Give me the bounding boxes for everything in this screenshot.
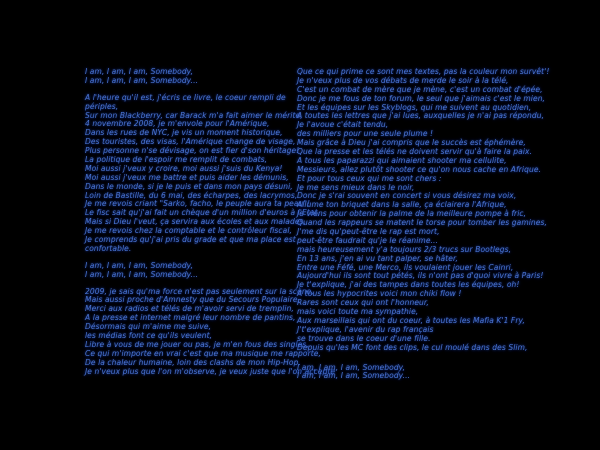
- lyric-line: Je me revois chez la comptable et le contrôleur fiscal,: [85, 226, 292, 236]
- lyric-line: Ce qui m'importe en vrai c'est que ma musique me rapporte,: [85, 348, 321, 358]
- lyric-line: Mais aussi proche d'Amnesty que du Secours Populaire,: [85, 295, 301, 305]
- lyric-line: 2009, je sais qu'ma force n'est pas seulement sur la scène,: [85, 286, 314, 296]
- lyric-line: La politique de l'espoir me remplit de combats,: [85, 155, 268, 165]
- lyric-block: [85, 68, 299, 86]
- lyric-line: Depuis qu'les MC font des clips, le cul moulé dans des Slim,: [297, 342, 528, 352]
- lyric-line: Moi aussi j'veux y croire, moi aussi j'suis du Kenya!: [85, 163, 283, 173]
- lyric-line: A l'heure qu'il est, j'écris ce livre, le coeur rempli de: [85, 92, 286, 102]
- lyric-line: périples,: [85, 101, 119, 111]
- lyric-line: les médias font ce qu'ils veulent,: [85, 331, 213, 341]
- lyric-line: confortable.: [85, 243, 132, 253]
- lyric-block: [297, 364, 547, 382]
- lyric-line: I am, I am, I am, Somebody...: [85, 75, 199, 85]
- lyric-block: [297, 67, 550, 353]
- lyric-line: Dans le monde, si je le puis et dans mon pays désuni,: [85, 181, 293, 191]
- lyric-line: En 13 ans, j'en ai vu tant palper, se hâter,: [297, 253, 458, 263]
- lyric-line: I am, I am, I am, Somebody...: [85, 269, 199, 279]
- lyric-line: I am, I am, I am, Somebody,: [297, 362, 406, 372]
- lyric-line: Libre à vous de me jouer ou pas, je m'en fous des singles,: [85, 339, 309, 349]
- lyric-line: I am, I am, I am, Somebody,: [85, 260, 194, 270]
- lyric-line: Donc je me fous de ton forum, le seul que j'aimais c'est le mien,: [297, 93, 546, 103]
- lyric-line: Et pour tous ceux qui me sont chers :: [297, 173, 442, 183]
- lyrics-column-right: [297, 67, 550, 392]
- lyric-line: Je t'explique, j'ai des tampes dans toutes les équipes, oh!: [297, 280, 520, 290]
- lyric-line: Moi aussi j'veux me battre et puis aider les démunis,: [85, 172, 289, 182]
- lyric-line: Merci aux radios et télés de m'avoir servi de tremplin,: [85, 304, 294, 314]
- lyric-line: 4 novembre 2008, je m'envole pour l'Amérique,: [85, 119, 270, 129]
- lyric-line: Aujourd'hui ils sont tout pétés, ils n'ont pas d'quoi vivre à Paris!: [297, 271, 544, 281]
- lyric-block: [85, 92, 321, 254]
- lyric-line: A tous les hypocrites voici mon chiki flow !: [297, 289, 462, 299]
- lyric-line: se trouve dans le coeur d'une fille.: [297, 333, 431, 343]
- lyric-line: Sur mon Blackberry, car Barack m'a fait aimer le mérite,: [85, 110, 303, 120]
- lyric-line: I am, I am, I am, Somebody,: [85, 67, 194, 76]
- lyric-line: mais voici toute ma sympathie,: [297, 307, 419, 317]
- lyric-line: Plus personne n'se dévisage, on est fier d'son héritage!: [85, 146, 300, 156]
- lyric-line: Aux marseillais qui ont du coeur, à toutes les Mafia K'1 Fry,: [297, 315, 525, 325]
- lyric-line: A toutes les lettres que j'ai lues, auxquelles je n'ai pas répondu,: [297, 111, 545, 121]
- lyric-line: Que ce qui prime ce sont mes textes, pas la couleur mon survêt'!: [297, 67, 550, 76]
- lyric-line: Loin de Bastille, du 6 mai, des écharpes, des lacrymos,: [85, 190, 298, 200]
- lyric-block: [85, 262, 299, 280]
- lyric-line: des milliers pour une seule plume !: [297, 129, 434, 139]
- lyric-line: Mais si Dieu l'veut, ça servira aux écoles et aux malades,: [85, 217, 307, 227]
- lyric-line: Je viens pour obtenir la palme de la meilleure pompe à fric,: [297, 209, 527, 219]
- lyric-line: Messieurs, allez plutôt shooter ce qu'on nous cache en Afrique.: [297, 164, 542, 174]
- lyric-line: Je me revois criant "Sarko, facho, le peuple aura ta peau"!: [85, 199, 311, 209]
- lyric-line: Je n'veux plus que l'on m'observe, je veux juste que l'on accepte: [85, 366, 336, 376]
- lyric-line: Le fisc sait qu'j'ai fait un chèque d'un million d'euros à l'Etat,: [85, 208, 321, 218]
- lyric-line: Et les équipes sur les Skyblogs, qui me suivent au quotidien,: [297, 102, 532, 112]
- lyric-line: Je n'veux plus de vos débats de merde le soir à la télé,: [297, 75, 509, 85]
- lyric-block: [85, 286, 336, 377]
- lyric-line: Je l'avoue c'était tendu,: [297, 120, 389, 130]
- lyric-line: Mais grâce à Dieu j'ai compris que le succès est éphémère,: [297, 138, 526, 148]
- lyric-line: Quand les rappeurs se matent le torse pour tomber les gamines,: [297, 218, 547, 228]
- lyric-line: De la chaleur humaine, loin des clashs de mon Hip-Hop.: [85, 357, 301, 367]
- lyric-line: Je me sens mieux dans le noir,: [297, 182, 415, 192]
- lyric-line: Des touristes, des visas, l'Amérique change de visage,: [85, 137, 296, 147]
- lyric-line: Entre une Féfé, une Merco, ils voulaient jouer les Cainri,: [297, 262, 514, 272]
- lyric-line: Rares sont ceux qui ont l'honneur,: [297, 298, 429, 308]
- lyric-line: Désormais qui m'aime me suive,: [85, 322, 212, 332]
- lyric-line: Donc je s'rai souvent en concert si vous désirez ma voix,: [297, 191, 517, 201]
- lyric-line: J't'explique, l'avenir du rap français: [297, 324, 434, 334]
- lyric-line: mais heureusement y'a toujours 2/3 trucs sur Bootlegs,: [297, 244, 512, 254]
- lyric-line: A la presse et internet malgré leur nombre de pantins,: [85, 313, 296, 323]
- lyric-line: C'est un combat de mère que je mène, c'est un combat d'épée,: [297, 84, 543, 94]
- lyrics-column-left: [85, 67, 336, 385]
- lyric-line: peut-être faudrait qu'je le réanime...: [297, 235, 438, 245]
- lyric-line: Je comprends qu'j'ai pris du grade et que ma place est: [85, 235, 296, 245]
- lyric-line: J'me dis qu'peut-être le rap est mort,: [297, 227, 440, 237]
- lyric-line: Allume ton briquet dans la salle, ça éclairera l'Afrique,: [297, 200, 507, 210]
- lyric-line: A tous les paparazzi qui aimaient shooter ma cellulite,: [297, 155, 507, 165]
- lyric-line: Que la presse et les télés ne doivent servir qu'à faire la paix.: [297, 147, 533, 157]
- lyric-line: Dans les rues de NYC, je vis un moment historique,: [85, 128, 283, 138]
- lyric-line: I am, I am, I am, Somebody...: [297, 371, 411, 381]
